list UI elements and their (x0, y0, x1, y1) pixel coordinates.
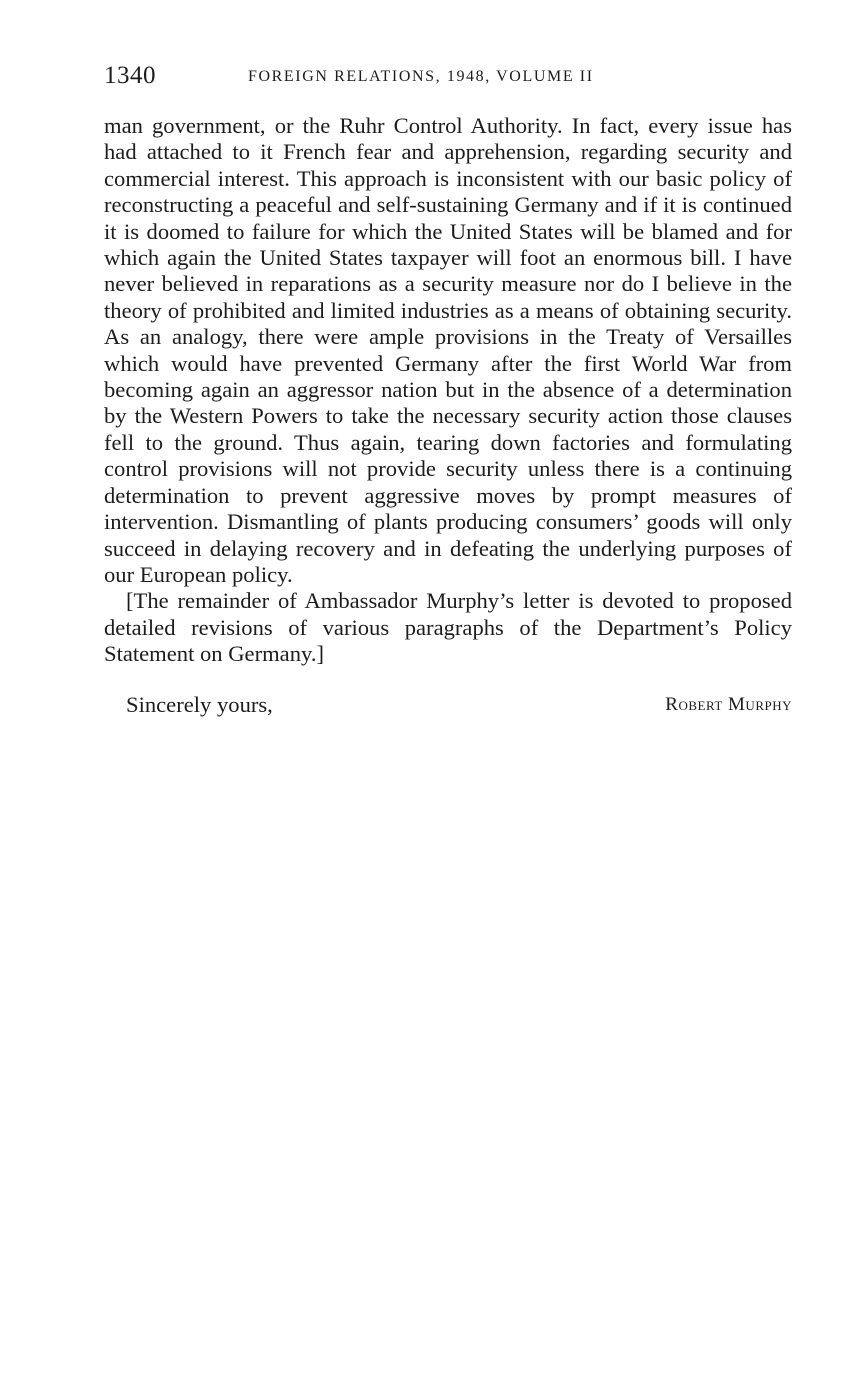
body-text (104, 113, 792, 668)
letter-closing (104, 692, 792, 722)
running-head: FOREIGN RELATIONS, 1948, VOLUME II (248, 68, 594, 85)
page-number: 1340 (104, 62, 156, 89)
page-header (104, 62, 794, 96)
signature: Robert Murphy (665, 694, 792, 715)
editorial-note: [The remainder of Ambassador Murphy’s letter is devoted to proposed detailed revisions of various paragraphs of the Department’s Policy Statement on Germany.] (104, 588, 792, 667)
body-paragraph: man government, or the Ruhr Control Authority. In fact, every issue has had attached to it French fear and apprehension, regarding security and commercial interest. This approach is inconsistent with our basic policy of reconstructing a peaceful and self-sustaining Germany and if it is continued it is doomed to failure for which the United States will be blamed and for which again the United States taxpayer will foot an enormous bill. I have never believed in reparations as a security measure nor do I believe in the theory of prohibited and limited industries as a means of obtaining security. As an analogy, there were ample provisions in the Treaty of Versailles which would have prevented Germany after the first World War from becoming again an aggressor nation but in the absence of a determination by the Western Powers to take the necessary security action those clauses fell to the ground. Thus again, tearing down factories and formulating control provisions will not provide security unless there is a continuing determination to prevent aggressive moves by prompt measures of intervention. Dismantling of plants producing consumers’ goods will only succeed in delaying recovery and in defeating the underlying purposes of our European policy. (104, 113, 792, 587)
valediction: Sincerely yours, (126, 692, 273, 717)
